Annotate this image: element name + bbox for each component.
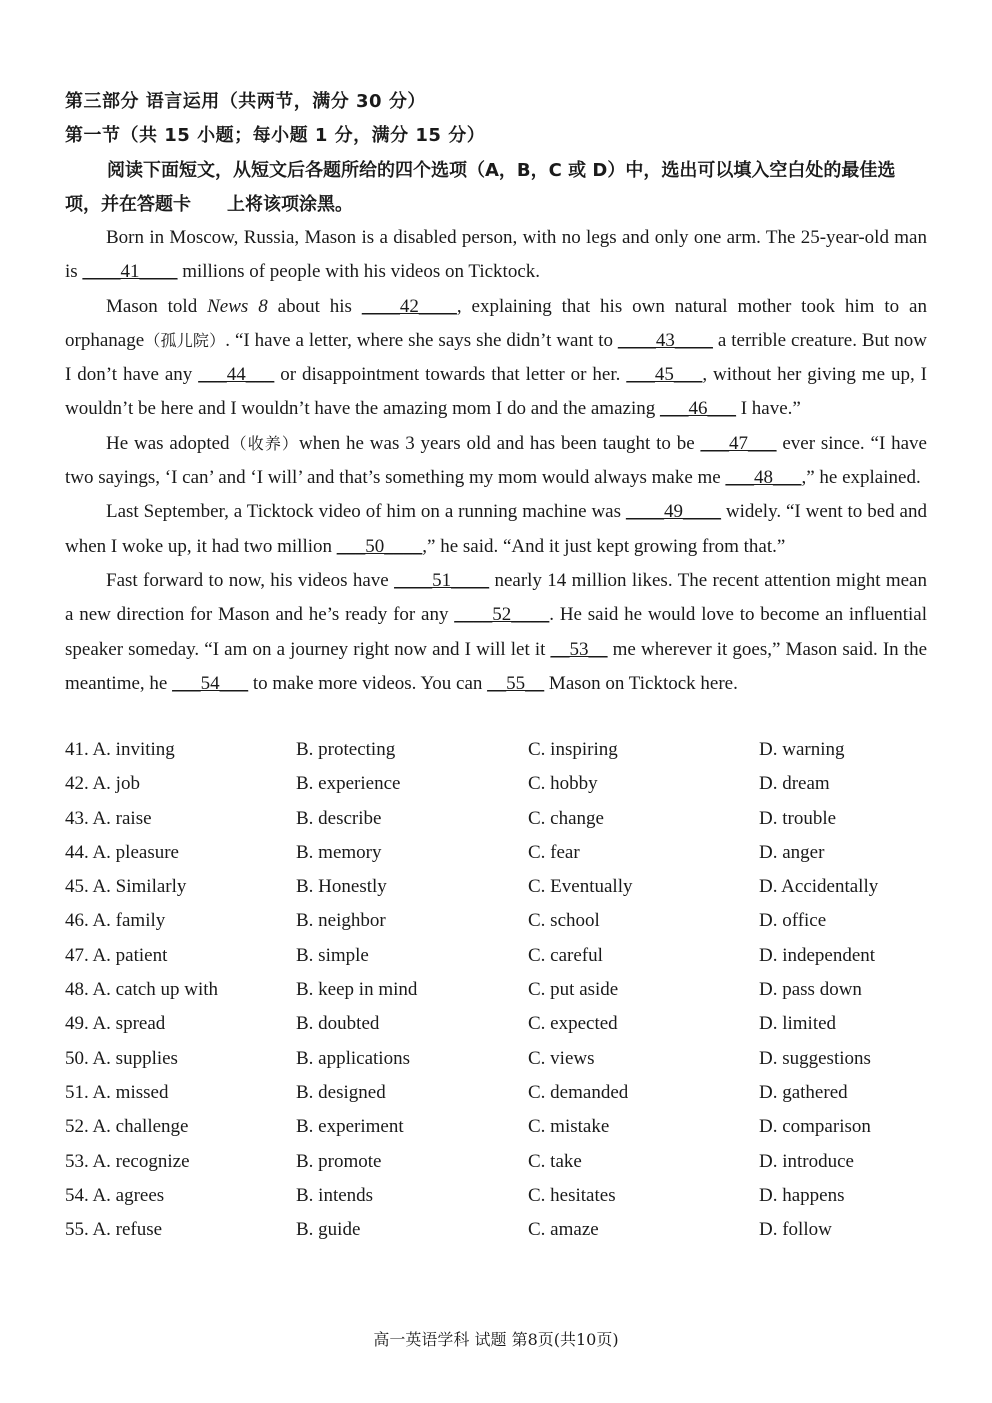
option-a-text: A. inviting (92, 739, 175, 760)
option-c: C. hesitates (528, 1184, 616, 1206)
blank-50: ___50____ (336, 535, 423, 557)
answer-options (65, 733, 927, 1247)
text: I have.” (735, 398, 801, 420)
text: nearly 14 million likes. The recent attention might mean a new direction for Mason and he’s ready for any (65, 569, 927, 626)
question-number: 50. (65, 1047, 89, 1069)
question-row-46 (65, 904, 927, 938)
option-d: D. dream (759, 773, 830, 795)
option-a-text: A. refuse (92, 1219, 163, 1241)
option-d: D. gathered (759, 1081, 848, 1103)
option-c: C. mistake (528, 1116, 610, 1138)
text: Last September, a Ticktock video of him on a running machine was (106, 501, 626, 523)
text: He was adopted (106, 432, 230, 454)
paragraph-4 (65, 495, 927, 564)
text: a terrible creature. But now I don’t have any (65, 329, 927, 386)
option-b: B. designed (296, 1081, 386, 1103)
text: to make more videos. You can (248, 672, 488, 694)
question-row-52 (65, 1110, 927, 1144)
cloze-passage (65, 221, 927, 701)
option-b: B. protecting (296, 739, 396, 760)
option-a (65, 733, 175, 767)
question-number: 49. (65, 1013, 89, 1035)
question-row-54 (65, 1179, 927, 1213)
option-a (65, 1042, 178, 1076)
instructions: 阅读下面短文，从短文后各题所给的四个选项（A，B，C 或 D）中，选出可以填入空白处的最佳选项，并在答题卡 上将该项涂黑。 (65, 160, 896, 215)
option-c: C. school (528, 910, 600, 932)
option-a-text: A. agrees (92, 1184, 165, 1206)
question-row-43 (65, 802, 927, 836)
blank-46: ___46___ (659, 398, 736, 420)
text: ,” he explained. (801, 467, 921, 489)
option-a-text: A. Similarly (92, 876, 187, 898)
question-number: 42. (65, 773, 89, 795)
option-a (65, 1179, 164, 1213)
option-d: D. office (759, 910, 827, 932)
option-c: C. Eventually (528, 876, 633, 898)
option-a (65, 1213, 162, 1247)
text: me wherever it goes,” Mason said. In the meantime, he (65, 638, 927, 694)
paragraph-1 (65, 221, 927, 290)
text: . “I have a letter, where she says she didn’t want to (225, 329, 618, 351)
option-b: B. intends (296, 1184, 374, 1206)
question-row-47 (65, 939, 927, 973)
option-d: D. independent (759, 944, 876, 966)
option-a (65, 1076, 168, 1110)
question-number: 45. (65, 876, 89, 898)
option-b: B. applications (296, 1047, 410, 1069)
option-d: D. suggestions (759, 1047, 871, 1069)
text: Mason on Ticktock here. (544, 672, 738, 694)
option-a-text: A. job (92, 773, 140, 795)
option-c: C. demanded (528, 1081, 629, 1103)
question-row-50 (65, 1042, 927, 1076)
text: widely. “I went to bed and when I woke up, it had two million (65, 501, 927, 557)
option-c: C. fear (528, 841, 580, 863)
option-b: B. memory (296, 841, 382, 863)
text: Mason told (106, 295, 208, 317)
option-a (65, 802, 152, 836)
option-a-text: A. spread (92, 1013, 166, 1035)
paragraph-2 (65, 290, 927, 427)
option-a (65, 1007, 165, 1041)
option-d: D. introduce (759, 1150, 854, 1172)
chinese-gloss: （收养） (229, 433, 300, 453)
blank-45: ___45___ (626, 364, 703, 386)
publication-name: News 8 (207, 295, 268, 317)
option-a (65, 904, 165, 938)
option-c: C. take (528, 1150, 582, 1172)
subsection-title: 第一节（共 15 小题；每小题 1 分，满分 15 分） (65, 125, 486, 146)
text: Fast forward to now, his videos have (106, 569, 395, 591)
option-c: C. amaze (528, 1219, 599, 1241)
option-a (65, 939, 167, 973)
option-a (65, 1110, 188, 1144)
blank-49: ____49____ (625, 501, 721, 523)
section-title: 第三部分 语言运用（共两节，满分 30 分） (65, 91, 426, 112)
option-a-text: A. catch up with (92, 979, 219, 1001)
question-row-49 (65, 1007, 927, 1041)
question-number: 47. (65, 944, 89, 966)
option-b: B. Honestly (296, 876, 387, 898)
question-number: 44. (65, 841, 89, 863)
question-number: 48. (65, 979, 89, 1001)
question-row-48 (65, 973, 927, 1007)
option-a-text: A. patient (92, 944, 168, 966)
option-a-text: A. challenge (92, 1116, 189, 1138)
option-b: B. simple (296, 944, 369, 966)
text: , without her giving me up, I wouldn’t be here and I wouldn’t have the amazing mom I do and the amazing (65, 364, 928, 420)
option-d: D. happens (759, 1184, 845, 1206)
option-a (65, 973, 218, 1007)
paragraph-5 (65, 564, 927, 701)
question-number: 54. (65, 1184, 89, 1206)
option-c: C. careful (528, 944, 603, 966)
question-row-44 (65, 836, 927, 870)
option-c: C. hobby (528, 773, 598, 795)
question-row-51 (65, 1076, 927, 1110)
option-d: D. limited (759, 1013, 837, 1035)
text: about his (267, 295, 362, 317)
blank-47: ___47___ (700, 432, 777, 454)
option-d: D. warning (759, 739, 845, 760)
question-row-45 (65, 870, 927, 904)
question-row-53 (65, 1145, 927, 1179)
text: Born in Moscow, Russia, Mason is a disabled person, with no legs and only one arm. The 25-year-old man is (65, 227, 927, 283)
option-d: D. follow (759, 1219, 832, 1241)
option-d: D. trouble (759, 807, 837, 829)
option-c: C. put aside (528, 979, 619, 1001)
blank-41: ____41____ (82, 261, 178, 283)
blank-54: ___54___ (172, 672, 249, 694)
page-footer: 高一英语学科 试题 第8页(共10页) (373, 1330, 619, 1349)
option-a (65, 1145, 190, 1179)
option-b: B. experiment (296, 1116, 404, 1138)
blank-43: ____43____ (617, 329, 713, 351)
question-number: 55. (65, 1219, 89, 1241)
option-c: C. change (528, 807, 604, 829)
question-number: 53. (65, 1150, 89, 1172)
paragraph-3 (65, 427, 927, 496)
option-d: D. comparison (759, 1116, 871, 1138)
text: . He said he would love to become an influential speaker someday. “I am on a journey right now and I will let it (65, 604, 927, 660)
option-b: B. guide (296, 1219, 361, 1241)
option-d: D. anger (759, 841, 825, 863)
text: , explaining that his own natural mother took him to an orphanage (65, 295, 927, 351)
text: when he was 3 years old and has been taught to be (299, 432, 701, 454)
question-number: 51. (65, 1081, 89, 1103)
option-a (65, 870, 186, 904)
option-d: D. pass down (759, 979, 862, 1001)
option-a-text: A. raise (92, 807, 152, 829)
question-row-42 (65, 767, 927, 801)
question-number: 52. (65, 1116, 89, 1138)
blank-53: __53__ (550, 638, 608, 660)
option-c: C. views (528, 1047, 595, 1069)
text: or disappointment towards that letter or her. (274, 364, 627, 386)
option-b: B. doubted (296, 1013, 380, 1035)
blank-44: ___44___ (198, 364, 275, 386)
option-c: C. inspiring (528, 739, 618, 760)
option-b: B. describe (296, 807, 382, 829)
question-number: 46. (65, 910, 89, 932)
option-a-text: A. supplies (92, 1047, 178, 1069)
blank-52: ____52____ (454, 604, 550, 626)
option-a (65, 767, 140, 801)
option-b: B. experience (296, 773, 401, 795)
question-row-55 (65, 1213, 927, 1247)
option-c: C. expected (528, 1013, 618, 1035)
option-d: D. Accidentally (759, 876, 879, 898)
text: ,” he said. “And it just kept growing from that.” (422, 535, 786, 557)
text: ever since. “I have two sayings, ‘I can’ and ‘I will’ and that’s something my mom would always make me (65, 432, 927, 489)
blank-51: ____51____ (394, 569, 490, 591)
question-number: 43. (65, 807, 89, 829)
question-number: 41. (65, 739, 89, 760)
option-a-text: A. missed (92, 1081, 169, 1103)
blank-55: __55__ (487, 672, 545, 694)
option-a-text: A. pleasure (92, 841, 179, 863)
option-a-text: A. family (92, 910, 166, 932)
question-row-41 (65, 733, 927, 767)
option-b: B. keep in mind (296, 979, 418, 1001)
option-b: B. neighbor (296, 910, 386, 932)
chinese-gloss: （孤儿院） (144, 330, 226, 350)
option-a (65, 836, 179, 870)
blank-42: ____42____ (361, 295, 457, 317)
blank-48: ___48___ (725, 467, 802, 489)
option-a-text: A. recognize (92, 1150, 190, 1172)
option-b: B. promote (296, 1150, 382, 1172)
text: millions of people with his videos on Ticktock. (177, 261, 541, 283)
